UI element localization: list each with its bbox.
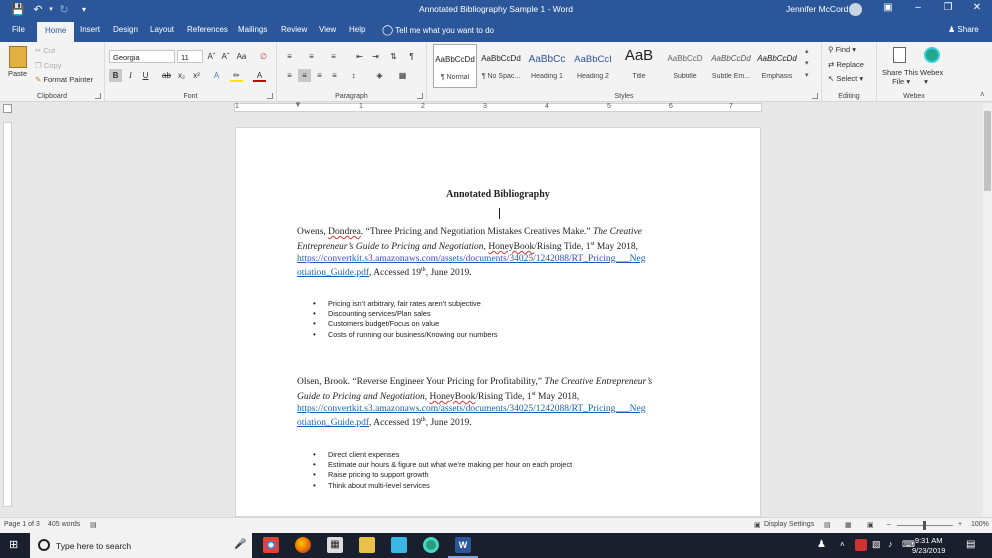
paragraph-group: [277, 42, 427, 102]
list-item: • Pricing isn’t arbitrary, fair rates aren’t subjective: [297, 299, 498, 309]
style-preview: AaB: [624, 47, 654, 64]
superscript-button[interactable]: x²: [193, 71, 200, 80]
vertical-scrollbar[interactable]: [983, 103, 992, 517]
align-left-icon[interactable]: ≡: [287, 71, 292, 80]
system-clock[interactable]: [912, 536, 945, 556]
zoom-in-icon[interactable]: +: [958, 521, 963, 528]
align-center-icon[interactable]: ≡: [298, 69, 311, 82]
style-no-spacing[interactable]: [479, 44, 523, 88]
taskbar-search[interactable]: [30, 533, 252, 558]
style-name: Emphasis: [761, 73, 793, 80]
style-heading-2[interactable]: [571, 44, 615, 88]
style-subtle-emphasis[interactable]: [709, 44, 753, 88]
style-name: Title: [632, 73, 646, 80]
clipboard-group: [0, 42, 105, 102]
close-button[interactable]: ✕: [972, 2, 982, 13]
share-label: Share: [957, 25, 979, 34]
scroll-thumb[interactable]: [984, 111, 991, 191]
citation-date: May 2018,: [535, 391, 580, 402]
microphone-icon[interactable]: 🎤: [234, 539, 247, 550]
change-case-icon[interactable]: Aa: [236, 52, 247, 61]
list-item: • Customers budget/Focus on value: [297, 319, 498, 329]
minimize-button[interactable]: –: [915, 2, 921, 13]
citation-url[interactable]: otiation_Guide.pdf: [297, 418, 370, 429]
citation-line: [297, 227, 707, 239]
citation-accessed: , Accessed 19: [369, 418, 422, 429]
format-painter-label: Format Painter: [43, 75, 93, 84]
style-name: Subtle Em...: [711, 73, 751, 80]
zoom-slider-thumb[interactable]: [923, 521, 926, 530]
status-bar: [0, 517, 992, 533]
citation-source: Guide to Pricing and Negotiation,: [297, 391, 428, 402]
display-settings-icon: ▣: [754, 522, 761, 529]
save-icon[interactable]: 💾: [11, 4, 25, 16]
citation-publisher-rest: /Rising Tide, 1: [534, 241, 591, 252]
strikethrough-button[interactable]: ab: [162, 71, 171, 80]
citation-entry: [297, 227, 707, 280]
copy-label: Copy: [43, 61, 62, 70]
zoom-level[interactable]: 100%: [971, 521, 989, 528]
citation-publisher: HoneyBook: [429, 391, 476, 402]
justify-icon[interactable]: ≡: [332, 71, 337, 80]
grow-font-icon[interactable]: Aˆ: [207, 52, 216, 61]
share-file-button[interactable]: Share This File ▾: [882, 68, 919, 86]
redo-icon[interactable]: ↻: [59, 4, 69, 16]
firefox-icon[interactable]: [295, 537, 311, 553]
word-count[interactable]: 405 words: [48, 521, 81, 528]
webex-group: [877, 42, 951, 102]
search-placeholder: Type here to search: [56, 541, 132, 551]
print-layout-icon[interactable]: ▦: [845, 522, 852, 529]
citation-date: May 2018,: [594, 241, 639, 252]
tab-insert[interactable]: Insert: [80, 25, 101, 34]
citation-line: [297, 254, 707, 266]
align-right-icon[interactable]: ≡: [317, 71, 322, 80]
volume-icon[interactable]: ♪: [888, 539, 893, 549]
citation-url[interactable]: https://convertkit.s3.amazonaws.com/assets/documents/34025/1242088/RT_Pricing___Neg: [297, 403, 646, 414]
notes-icon[interactable]: [391, 537, 407, 553]
title-bar: [0, 0, 992, 20]
citation-author-first: Dondrea: [328, 227, 361, 237]
select-button[interactable]: ↖ Select ▾: [828, 74, 864, 83]
document-heading: Annotated Bibliography: [446, 189, 550, 200]
tab-mailings[interactable]: Mailings: [238, 25, 268, 34]
webex-icon[interactable]: [924, 47, 940, 63]
keyboard-icon[interactable]: ⌨: [902, 539, 915, 549]
annotation-list: [297, 299, 498, 340]
paragraph-label: Paragraph: [335, 93, 368, 100]
clipboard-dialog-launcher[interactable]: [95, 93, 101, 99]
multilevel-list-icon[interactable]: ≡: [331, 52, 336, 61]
tab-layout[interactable]: Layout: [150, 25, 175, 34]
chrome-icon[interactable]: [263, 537, 279, 553]
citation-line: [297, 377, 707, 389]
zoom-out-icon[interactable]: –: [887, 521, 891, 528]
list-item: • Discounting services/Plan sales: [297, 309, 498, 319]
user-name[interactable]: Jennifer McCord: [786, 4, 849, 14]
ribbon-display-options-icon[interactable]: ▣: [883, 2, 893, 13]
search-icon: ⚲: [828, 45, 834, 54]
customize-quick-access-icon[interactable]: ▾: [81, 5, 86, 14]
replace-icon: ⇄: [828, 60, 835, 69]
style-preview: AaBbCcDd: [711, 54, 751, 63]
citation-line: [297, 404, 707, 416]
select-label: Select: [836, 74, 858, 83]
antivirus-icon[interactable]: [855, 539, 867, 551]
styles-dialog-launcher[interactable]: [812, 93, 818, 99]
copy-button[interactable]: [35, 61, 61, 70]
clock-time: 9:31 AM: [914, 536, 943, 545]
citation-source: The Creative: [593, 227, 642, 237]
editing-group: [822, 42, 877, 102]
style-name: Subtitle: [673, 73, 697, 80]
collapse-ribbon-icon[interactable]: ˄: [980, 90, 985, 99]
network-icon[interactable]: ▧: [872, 539, 881, 549]
paragraph-dialog-launcher[interactable]: [417, 93, 423, 99]
tab-references[interactable]: References: [187, 25, 228, 34]
citation-url[interactable]: https://convertkit.s3.amazonaws.com/assets/documents/34025/1242088/RT_Pricing___Neg: [297, 253, 646, 264]
paste-icon[interactable]: [9, 46, 27, 68]
list-item: • Costs of running our business/Knowing our numbers: [297, 330, 498, 340]
list-item: • Direct client expenses: [297, 450, 572, 460]
shrink-font-icon[interactable]: Aˇ: [221, 52, 230, 61]
tell-me-label: Tell me what you want to do: [395, 26, 494, 35]
window-title: Annotated Bibliography Sample 1 - Word: [419, 4, 573, 14]
file-explorer-icon[interactable]: [359, 537, 375, 553]
page-count[interactable]: Page 1 of 3: [4, 521, 40, 528]
tab-help[interactable]: Help: [349, 25, 366, 34]
text-effects-icon[interactable]: A: [213, 71, 220, 80]
highlight-icon[interactable]: ✏: [230, 69, 243, 82]
replace-button[interactable]: [828, 60, 864, 69]
citation-sup: st: [590, 240, 595, 247]
font-dialog-launcher[interactable]: [267, 93, 273, 99]
ribbon-tabs: [0, 20, 992, 42]
citation-line: [297, 415, 707, 430]
style-preview: AaBbCcDd: [435, 55, 475, 64]
annotation-list: [297, 450, 572, 491]
style-preview: AaBbCcDd: [757, 54, 797, 63]
undo-dropdown-icon[interactable]: ▾: [49, 6, 53, 13]
style-title[interactable]: [617, 44, 661, 88]
style-preview: AaBbCcI: [574, 54, 612, 65]
font-group: [105, 42, 277, 102]
tab-selector[interactable]: [3, 104, 12, 113]
editing-label: Editing: [838, 93, 860, 100]
replace-label: Replace: [836, 60, 864, 69]
cut-label: Cut: [43, 46, 56, 55]
tell-me-search[interactable]: [382, 25, 494, 36]
style-preview: AaBbCc: [528, 54, 566, 65]
style-preview: AaBbCcD: [667, 54, 703, 63]
tab-design[interactable]: Design: [113, 25, 138, 34]
web-layout-icon[interactable]: ▣: [867, 522, 874, 529]
show-hidden-icons[interactable]: ˄: [840, 540, 845, 549]
citation-accessed-rest: , June 2019.: [425, 268, 472, 279]
vertical-ruler[interactable]: [3, 122, 12, 507]
find-label: Find: [835, 45, 851, 54]
paste-button[interactable]: Paste: [8, 69, 28, 78]
indent-marker-icon[interactable]: ▼: [294, 100, 302, 109]
lightbulb-icon: ◯: [382, 25, 394, 36]
citation-author: Owens,: [297, 227, 329, 237]
windows-start-icon[interactable]: ⊞: [9, 539, 19, 551]
line-spacing-icon[interactable]: ↕: [351, 71, 356, 80]
ribbon: [0, 42, 992, 102]
underline-button[interactable]: U: [142, 71, 149, 80]
font-name-select[interactable]: Georgia: [109, 50, 175, 63]
numbering-icon[interactable]: ≡: [309, 52, 314, 61]
style-heading-1[interactable]: [525, 44, 569, 88]
list-item: • Think about multi-level services: [297, 481, 572, 491]
avatar[interactable]: [849, 3, 862, 16]
bold-button[interactable]: B: [109, 69, 122, 82]
taskbar: [0, 533, 992, 558]
italic-button[interactable]: I: [129, 71, 132, 80]
style-emphasis[interactable]: [755, 44, 799, 88]
copy-icon: ❐: [35, 61, 42, 70]
ruler-mark: 6: [669, 103, 673, 110]
cursor-icon: ↖: [828, 74, 835, 83]
citation-line: [297, 265, 707, 280]
webex-label: Webex: [903, 93, 925, 100]
style-name: ¶ Normal: [440, 74, 470, 81]
borders-icon[interactable]: ▦: [398, 71, 407, 80]
clock-date: 9/23/2019: [912, 546, 946, 555]
citation-sup: th: [421, 417, 426, 424]
scissors-icon: ✂: [35, 46, 42, 55]
clear-formatting-icon[interactable]: ∅: [260, 52, 267, 61]
styles-label: Styles: [614, 93, 634, 100]
style-preview: AaBbCcDd: [481, 54, 521, 63]
display-settings-button[interactable]: Display Settings: [764, 521, 815, 528]
citation-entry: [297, 377, 707, 430]
ruler-mark: 3: [483, 103, 487, 110]
ruler-mark: 1: [235, 103, 239, 110]
ruler-mark: 1: [359, 103, 363, 110]
citation-publisher: HoneyBook: [488, 241, 535, 252]
font-size-select[interactable]: 11: [177, 50, 203, 63]
show-formatting-icon[interactable]: ¶: [409, 52, 414, 61]
font-color-icon[interactable]: A: [253, 69, 266, 82]
find-button[interactable]: ⚲ Find ▾: [828, 45, 857, 54]
ruler-mark: 7: [729, 103, 733, 110]
citation-line: [297, 239, 707, 254]
notifications-icon[interactable]: ▤: [966, 539, 976, 550]
person-icon: ♟: [948, 25, 956, 34]
subscript-button[interactable]: x₂: [177, 71, 186, 80]
citation-source: The Creative Entrepreneur’s: [544, 377, 653, 387]
style-subtitle[interactable]: [663, 44, 707, 88]
citation-line: [297, 389, 707, 404]
tab-review[interactable]: Review: [281, 25, 308, 34]
citation-accessed-rest: , June 2019.: [425, 418, 472, 429]
citation-title: . “Three Pricing and Negotiation Mistakes Creatives Make.”: [360, 227, 594, 237]
webex-taskbar-icon[interactable]: [423, 537, 439, 553]
list-item: • Raise pricing to support growth: [297, 470, 572, 480]
citation-sup: st: [531, 390, 536, 397]
text-cursor: [499, 208, 500, 219]
share-file-icon[interactable]: [893, 47, 906, 63]
read-mode-icon[interactable]: ▤: [824, 522, 831, 529]
style-name: Heading 2: [577, 73, 609, 80]
ruler-mark: 5: [607, 103, 611, 110]
ruler-mark: 2: [421, 103, 425, 110]
styles-scroll[interactable]: ▴ ▾ ▾: [805, 48, 809, 79]
share-file-line2: File: [892, 77, 905, 86]
people-icon[interactable]: ♟: [817, 539, 826, 550]
tab-view[interactable]: View: [319, 25, 337, 34]
bullets-icon[interactable]: ≡: [287, 52, 292, 61]
increase-indent-icon[interactable]: ⇥: [372, 52, 379, 61]
restore-button[interactable]: ❐: [943, 2, 953, 13]
ruler-mark: 4: [545, 103, 549, 110]
font-label: Font: [183, 93, 198, 100]
share-button[interactable]: [948, 25, 979, 34]
style-name: Heading 1: [531, 73, 563, 80]
webex-label-text: Webex: [920, 68, 944, 77]
word-taskbar-icon[interactable]: W: [455, 537, 471, 553]
horizontal-ruler[interactable]: [234, 100, 762, 112]
cut-button[interactable]: [35, 46, 55, 55]
format-painter-button[interactable]: [35, 75, 93, 84]
clipboard-label: Clipboard: [37, 93, 67, 100]
webex-button[interactable]: Webex ▾: [920, 68, 944, 86]
citation-url[interactable]: otiation_Guide.pdf: [297, 268, 370, 279]
undo-icon[interactable]: ↶: [33, 4, 43, 16]
list-item: • Estimate our hours & figure out what we’re making per hour on each project: [297, 460, 572, 470]
cortana-icon: [38, 539, 50, 551]
citation-sup: th: [421, 267, 426, 274]
paintbrush-icon: ✎: [35, 75, 42, 84]
decrease-indent-icon[interactable]: ⇤: [356, 52, 363, 61]
style-name: ¶ No Spac...: [481, 73, 521, 80]
shading-icon[interactable]: ◈: [376, 71, 383, 80]
tab-file[interactable]: File: [12, 25, 25, 34]
document-page[interactable]: [235, 127, 761, 517]
citation-source: Entrepreneur’s Guide to Pricing and Negotiation,: [297, 241, 486, 252]
tab-home[interactable]: Home: [37, 22, 74, 42]
proofing-icon[interactable]: ▤: [90, 522, 97, 529]
calculator-icon[interactable]: ▦: [327, 537, 343, 553]
citation-author-title: Olsen, Brook. “Reverse Engineer Your Pricing for Profitability,”: [297, 377, 545, 387]
citation-accessed: , Accessed 19: [369, 268, 422, 279]
style-normal[interactable]: [433, 44, 477, 88]
citation-publisher-rest: /Rising Tide, 1: [475, 391, 532, 402]
sort-icon[interactable]: ⇅: [390, 52, 397, 61]
styles-group: [427, 42, 822, 102]
share-file-line1: Share This: [882, 68, 919, 77]
